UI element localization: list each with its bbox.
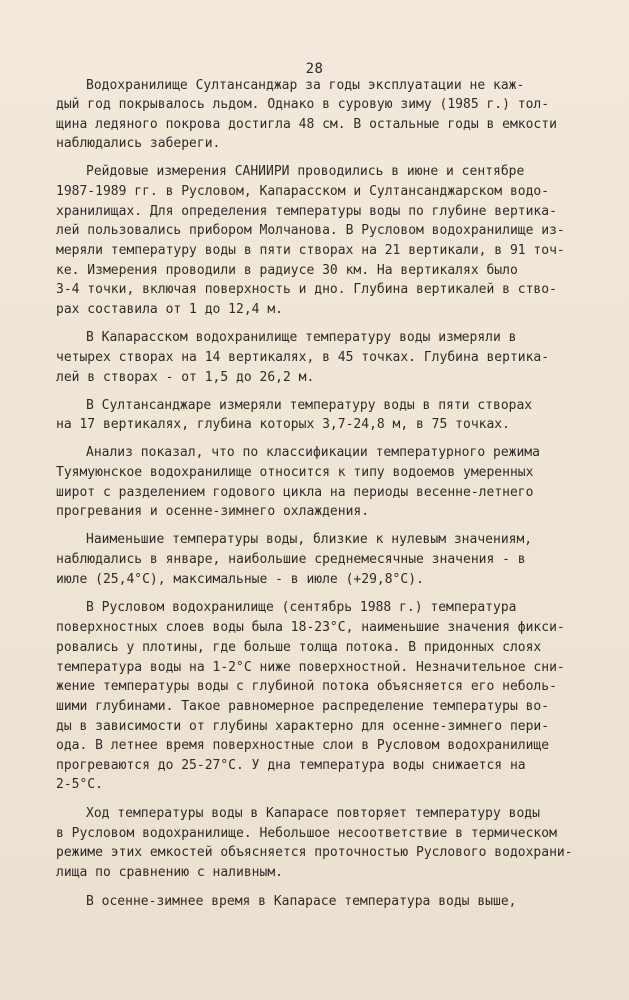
text-line: лей пользовались прибором Молчанова. В Русловом водохранилище из- xyxy=(56,223,565,238)
text-line: В Русловом водохранилище (сентябрь 1988 г.) температура xyxy=(86,600,517,615)
text-line: наблюдались забереги. xyxy=(56,136,221,151)
text-line: ке. Измерения проводили в радиусе 30 км. На вертикалях было xyxy=(56,263,518,278)
text-line: прогревания и осенне-зимнего охлаждения. xyxy=(56,504,370,519)
text-line: рах составила от 1 до 12,4 м. xyxy=(56,302,283,317)
text-line: температура воды на 1-2°С ниже поверхностной. Незначительное сни- xyxy=(56,660,565,675)
text-line: лища по сравнению с наливным. xyxy=(56,865,283,880)
text-line: В Султансанджаре измеряли температуру воды в пяти створах xyxy=(86,398,533,413)
text-line: Ход температуры воды в Капарасе повторяет температуру воды xyxy=(86,806,540,821)
text-line: шими глубинами. Такое равномерное распределение температуры во- xyxy=(56,699,550,714)
text-line: жение температуры воды с глубиной потока объясняется его неболь- xyxy=(56,679,557,694)
text-line: 2-5°С. xyxy=(56,777,103,792)
text-line: прогреваются до 25-27°С. У дна температура воды снижается на xyxy=(56,758,526,773)
text-line: 3-4 точки, включая поверхность и дно. Глубина вертикалей в ство- xyxy=(56,282,557,297)
text-line: поверхностных слоев воды была 18-23°С, наименьшие значения фикси- xyxy=(56,620,565,635)
text-line: щина ледяного покрова достигла 48 см. В остальные годы в емкости xyxy=(56,117,557,132)
text-line: режиме этих емкостей объясняется проточностью Руслового водохрани- xyxy=(56,845,573,860)
text-line: Рейдовые измерения САНИИРИ проводились в июне и сентябре xyxy=(86,164,525,179)
text-line: Водохранилище Султансанджар за годы эксплуатации не каж- xyxy=(86,78,525,93)
text-line: В Капарасском водохранилище температуру воды измеряли в xyxy=(86,330,517,345)
text-line: меряли температуру воды в пяти створах на 21 вертикали, в 91 точ- xyxy=(56,243,565,258)
text-line: ды в зависимости от глубины характерно для осенне-зимнего пери- xyxy=(56,719,550,734)
text-line: ода. В летнее время поверхностные слои в Русловом водохранилище xyxy=(56,738,550,753)
text-line: 1987-1989 гг. в Русловом, Капарасском и Султансанджарском водо- xyxy=(56,184,550,199)
text-line: В осенне-зимнее время в Капарасе температура воды выше, xyxy=(86,894,517,909)
text-line: лей в створах - от 1,5 до 26,2 м. xyxy=(56,370,315,385)
text-line: на 17 вертикалях, глубина которых 3,7-24,8 м, в 75 точках. xyxy=(56,417,510,432)
text-line: Наименьшие температуры воды, близкие к нулевым значениям, xyxy=(86,532,533,547)
text-line: Туямуюнское водохранилище относится к типу водоемов умеренных xyxy=(56,465,534,480)
text-line: наблюдались в январе, наибольшие среднемесячные значения - в xyxy=(56,552,526,567)
text-line: дый год покрывалось льдом. Однако в суровую зиму (1985 г.) тол- xyxy=(56,97,550,112)
text-line: июле (25,4°С), максимальные - в июле (+29,8°С). xyxy=(56,572,424,587)
text-line: четырех створах на 14 вертикалях, в 45 точках. Глубина вертика- xyxy=(56,350,550,365)
text-line: ровались у плотины, где больше толща потока. В придонных слоях xyxy=(56,640,542,655)
page-number: 28 xyxy=(305,61,324,77)
text-line: широт с разделением годового цикла на периоды весенне-летнего xyxy=(56,485,534,500)
text-line: хранилищах. Для определения температуры воды по глубине вертика- xyxy=(56,204,557,219)
text-line: в Русловом водохранилище. Небольшое несоответствие в термическом xyxy=(56,826,557,841)
text-line: Анализ показал, что по классификации температурного режима xyxy=(86,445,540,460)
